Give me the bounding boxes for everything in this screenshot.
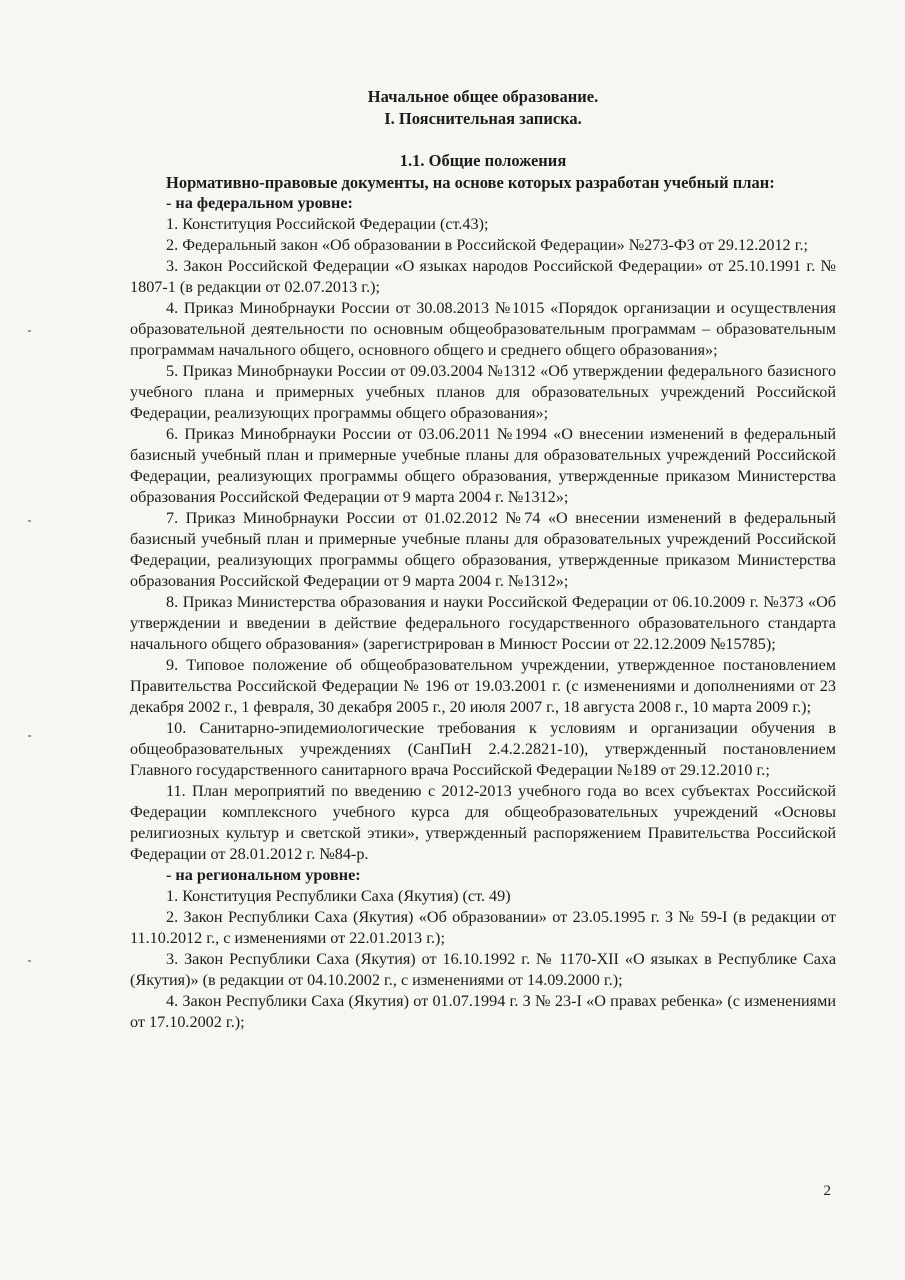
list-item: 1. Конституция Республики Саха (Якутия) (ст. 49)	[166, 887, 511, 905]
list-item: 4. Приказ Минобрнауки России от 30.08.2013 №1015 «Порядок организации и осуществления образовательной деятельности по основным общеобразовательным программам – образовательным программам начального общего, основного общего и среднего общего образования»;	[130, 299, 836, 359]
federal-heading: - на федеральном уровне:	[166, 194, 353, 212]
list-item: 1. Конституция Российской Федерации (ст.43);	[166, 215, 489, 233]
list-item: 11. План мероприятий по введению с 2012-2013 учебного года во всех субъектах Российской Федерации комплексного учебного курса для общеобразовательных учреждений «Основы религиозных культур и светской этики», утвержденный распоряжением Правительства Российской Федерации от 28.01.2012 г. №84-р.	[130, 782, 836, 863]
section-heading: 1.1. Общие положения	[399, 151, 567, 170]
document-title: Начальное общее образование.	[367, 87, 599, 106]
document-subtitle: I. Пояснительная записка.	[384, 109, 582, 128]
scan-artifact	[28, 520, 31, 522]
scan-artifact	[28, 330, 31, 332]
list-item: 7. Приказ Минобрнауки России от 01.02.2012 №74 «О внесении изменений в федеральный базисный учебный план и примерные учебные планы для образовательных учреждений Российской Федерации, реализующих программы общего образования, утвержденные приказом Министерства образования Российской Федерации от 9 марта 2004 г. №1312»;	[130, 509, 836, 590]
regional-heading: - на региональном уровне:	[166, 866, 361, 884]
scan-artifact	[28, 960, 31, 962]
list-item: 8. Приказ Министерства образования и науки Российской Федерации от 06.10.2009 г. №373 «Об утверждении и введении в действие федерального государственного образовательного стандарта начального общего образования» (зарегистрирован в Минюст России от 22.12.2009 №15785);	[130, 593, 836, 653]
list-item: 2. Закон Республики Саха (Якутия) «Об образовании» от 23.05.1995 г. З № 59-I (в редакции от 11.10.2012 г., с изменениями от 22.01.2013 г.);	[130, 908, 836, 947]
list-item: 9. Типовое положение об общеобразовательном учреждении, утвержденное постановлением Правительства Российской Федерации № 196 от 19.03.2001 г. (с изменениями и дополнениями от 23 декабря 2002 г., 1 февраля, 30 декабря 2005 г., 20 июля 2007 г., 18 августа 2008 г., 10 марта 2009 г.);	[130, 656, 836, 716]
list-item: 2. Федеральный закон «Об образовании в Российской Федерации» №273-ФЗ от 29.12.2012 г.;	[166, 236, 809, 254]
scan-artifact	[28, 735, 31, 737]
document-body	[130, 86, 836, 1033]
list-item: 4. Закон Республики Саха (Якутия) от 01.07.1994 г. З № 23-I «О правах ребенка» (с изменениями от 17.10.2002 г.);	[130, 992, 836, 1031]
list-item: 5. Приказ Минобрнауки России от 09.03.2004 №1312 «Об утверждении федерального базисного учебного плана и примерных учебных планов для образовательных учреждений Российской Федерации, реализующих программы общего образования»;	[130, 362, 836, 422]
list-item: 3. Закон Республики Саха (Якутия) от 16.10.1992 г. № 1170-XII «О языках в Республике Саха (Якутия)» (в редакции от 04.10.2002 г., с изменениями от 14.09.2000 г.);	[130, 950, 836, 989]
list-item: 6. Приказ Минобрнауки России от 03.06.2011 №1994 «О внесении изменений в федеральный базисный учебный план и примерные учебные планы для образовательных учреждений Российской Федерации, реализующих программы общего образования, утвержденные приказом Министерства образования Российской Федерации от 9 марта 2004 г. №1312»;	[130, 425, 836, 506]
list-item: 10. Санитарно-эпидемиологические требования к условиям и организации обучения в общеобразовательных учреждениях (СанПиН 2.4.2.2821-10), утвержденный постановлением Главного государственного санитарного врача Российской Федерации №189 от 29.12.2010 г.;	[130, 719, 836, 779]
list-item: 3. Закон Российской Федерации «О языках народов Российской Федерации» от 25.10.1991 г. № 1807-1 (в редакции от 02.07.2013 г.);	[130, 257, 836, 296]
page-number: 2	[823, 1183, 831, 1199]
lead-paragraph: Нормативно-правовые документы, на основе которых разработан учебный план:	[166, 173, 775, 192]
